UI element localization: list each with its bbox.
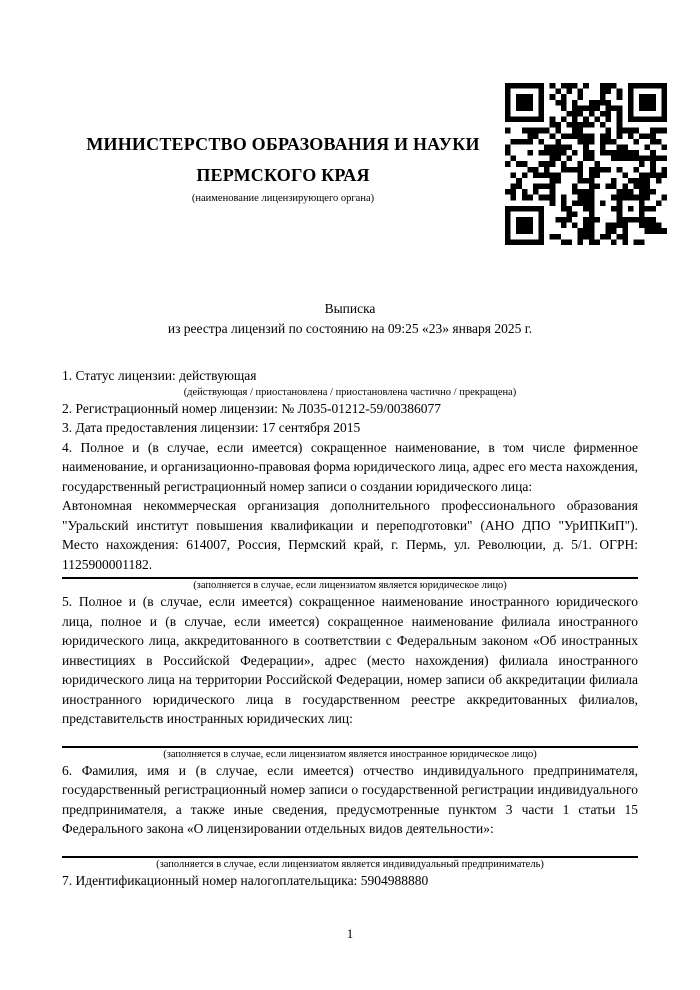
legal-entity-caption: (заполняется в случае, если лицензиатом является юридическое лицо) <box>193 580 507 591</box>
document-title-block <box>0 299 700 339</box>
ministry-letterhead <box>62 129 504 206</box>
document-title: Выписка <box>324 301 376 316</box>
foreign-entity-label: 5. Полное и (в случае, если имеется) сокращенное наименование иностранного юридического лица, полное и (в случае, если имеется) сокращенное наименование филиала иностранного юридического лица, аккредитованного в соответствии с Федеральным законом «Об иностранных инвестициях в Российской Федерации», адрес (место нахождения) филиала иностранного юридического лица на территории Российской Федерации, номер записи об аккредитации филиала иностранного юридического лица в государственном реестре аккредитованных филиалов, представительств иностранных юридических лиц: <box>62 594 638 726</box>
legal-entity-label: 4. Полное и (в случае, если имеется) сокращенное наименование, в том числе фирменное наименование, и организационно-правовая форма юридического лица, адрес его места нахождения, государственный регистрационный номер записи о создании юридического лица: <box>62 439 638 494</box>
license-grant-date: 3. Дата предоставления лицензии: 17 сентября 2015 <box>62 420 361 435</box>
individual-entrepreneur-caption: (заполняется в случае, если лицензиатом является индивидуальный предприниматель) <box>156 858 544 870</box>
license-registration-number: 2. Регистрационный номер лицензии: № Л035-01212-59/00386077 <box>62 400 442 416</box>
license-status: 1. Статус лицензии: действующая <box>62 368 257 383</box>
document-subtitle: из реестра лицензий по состоянию на 09:25 «23» января 2025 г. <box>167 321 533 336</box>
ministry-name-line1: МИНИСТЕРСТВО ОБРАЗОВАНИЯ И НАУКИ <box>86 134 480 154</box>
page-number: 1 <box>346 926 354 941</box>
taxpayer-id: 7. Идентификационный номер налогоплательщика: 5904988880 <box>62 872 429 888</box>
legal-entity-value: Автономная некоммерческая организация дополнительного профессионального образования "Уральский институт повышения квалификации и переподготовки" (АНО ДПО "УрИПКиП"). Место нахождения: 614007, Россия, Пермский край, г. Пермь, ул. Революции, д. 5/1. ОГРН: 1125900001182. <box>62 498 638 572</box>
document-body <box>62 366 638 890</box>
ministry-name-line2: ПЕРМСКОГО КРАЯ <box>196 165 370 185</box>
individual-entrepreneur-label: 6. Фамилия, имя и (в случае, если имеется) отчество индивидуального предпринимателя, государственный регистрационный номер записи о государственной регистрации индивидуального предпринимателя, а также иные сведения, предусмотренные пунктом 3 части 1 статьи 15 Федерального закона «О лицензировании отдельных видов деятельности»: <box>62 762 638 836</box>
qr-code-icon <box>505 83 667 245</box>
foreign-entity-caption: (заполняется в случае, если лицензиатом является иностранное юридическое лицо) <box>163 748 537 760</box>
status-options-caption: (действующая / приостановлена / приостановлена частично / прекращена) <box>183 386 517 398</box>
letterhead-caption: (наименование лицензирующего органа) <box>191 193 375 204</box>
